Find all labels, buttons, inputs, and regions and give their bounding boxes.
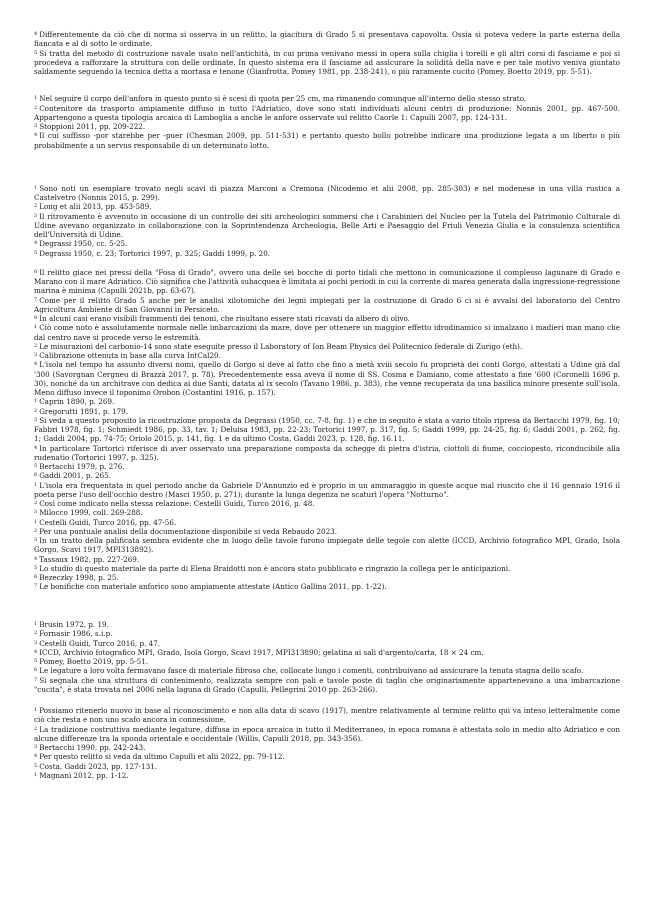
footnote: [34, 444, 620, 463]
footnote-number: 2: [34, 725, 38, 732]
footnote: [34, 342, 620, 351]
footnote-number: 5: [34, 762, 38, 769]
footnote-number: 3: [34, 416, 38, 423]
footnote-text: Per una puntuale analisi della documentazione disponibile si veda Rebaudo 2023.: [39, 526, 338, 536]
footnote-number: 3: [34, 537, 38, 543]
footnote: [34, 676, 620, 695]
footnote: [34, 762, 620, 771]
footnote-text: Bezeczky 1998, p. 25.: [39, 573, 119, 582]
footnote-number: 3: [34, 123, 38, 129]
footnote: [34, 30, 620, 49]
footnote: [34, 49, 620, 77]
footnote-number: 3: [34, 352, 38, 358]
footnote-number: 2: [34, 500, 38, 506]
footnote: [34, 743, 620, 752]
footnote-number: 4: [34, 753, 38, 760]
footnote: [34, 323, 620, 342]
footnote: [34, 416, 620, 444]
footnote-text: Differentemente da ciò che di norma si osserva in un relitto, la giacitura di Grado 5 si presentava capovolta. Ossia si poteva vedere la parte esterna della fiancata e al di sotto le ordinate.: [34, 30, 620, 49]
footnote-number: 5: [34, 49, 38, 56]
footnote-text: Stoppioni 2011, pp. 209-222.: [39, 122, 146, 131]
footnote-text: Il relitto giace nei pressi della "Fosa di Grado", ovvero una delle sei bocche di porto tidali che mettono in comunicazione il complesso lagunare di Grado e Marano con il mare Adriatico. Ciò significa che l'attività subacquea è limitata ai pochi periodi in cui la corrente di marea generata dalla ingressione-regressione marina è minima (Capulli 2021b, pp. 63-67).: [34, 267, 620, 296]
footnote-number: 3: [34, 212, 38, 219]
footnote-number: 1: [34, 324, 38, 331]
footnote-number: 6: [34, 268, 38, 275]
footnote-number: 6: [34, 574, 38, 580]
footnote-number: 1: [34, 771, 38, 778]
footnote: [34, 573, 620, 582]
footnote-text: Lo studio di questo materiale da parte di Elena Braidotti non è ancora stato pubblicato e ringrazio la collega per le anticipazioni.: [39, 563, 511, 573]
footnote: [34, 94, 620, 103]
footnote-text: Bertacchi 1979, p. 276.: [39, 462, 125, 471]
footnote-text: ICCD, Archivio fotografico MPI, Grado, Isola Gorgo, Scavi 1917, MPI313890; gelatina ai sali d'argento/carta, 18 × 24 cm.: [39, 647, 484, 657]
footnote: [34, 706, 620, 725]
footnote-number: 5: [34, 463, 38, 469]
footnote-text: Nel seguire il corpo dell'anfora in questo punto si è scesi di quota per 25 cm, ma rimanendo comunque all'interno dello stesso strato.: [39, 94, 527, 104]
footnote-number: 5: [34, 249, 38, 256]
footnote-number: 2: [34, 203, 38, 210]
footnote-block-2: [34, 94, 620, 150]
footnote-text: Possiamo ritenerlo nuovo in base al riconoscimento e non alla data di scavo (1917), mentre relativamente al termine relitto qui va inteso letteralmente come ciò che resta e non uno scafo ancora in connessione.: [34, 706, 620, 725]
footnote: [34, 601, 620, 610]
footnote-text: Bertacchi 1990, pp. 242-243.: [39, 743, 146, 752]
footnote-number: 1: [34, 398, 38, 405]
footnote: [34, 508, 620, 517]
footnote-text: Fornasir 1986, s.i.p.: [39, 629, 113, 639]
footnote: [34, 499, 620, 508]
footnote-text: Brusin 1972, p. 19.: [39, 620, 109, 629]
footnote: [34, 314, 620, 323]
footnote: [34, 407, 620, 416]
footnote-number: 2: [34, 630, 38, 637]
footnote-text: Ciò come noto è assolutamente normale nelle imbarcazioni da mare, dove per ottenere un maggior effetto idrodinamico si innalzano i madieri man mano che dal centro nave si procede verso le estremità.: [34, 323, 620, 342]
footnote-text: Si segnala che una struttura di contenimento, realizzata sempre con pali e tavole poste di taglio che originariamente appartenevano a una imbarcazione "cucita", è stata trovata nel 2006 nella laguna di Grado (Capulli, Pellegrini 2010 pp. 263-266).: [34, 675, 620, 694]
footnote-text: Si tratta del metodo di costruzione navale usato nell'antichità, in cui prima venivano messi in opera sulla chiglia i torelli e gli altri corsi di fasciame e poi si procedeva a rafforzare la struttura con delle ordinate. In questo sistema era il fasciame ad assicurare la solidità della nave e per tale motivo veniva giuntato saldamente seguendo la tecnica detta a mortasa e tenone (Gianfrotta, Pomey 1981, pp. 238-241), o più raramente cucito (Pomey, Boetto 2019, pp. 5-51).: [34, 48, 620, 76]
footnote: [34, 296, 620, 315]
footnote-number: 5: [34, 564, 38, 571]
footnote: [34, 592, 620, 601]
footnote-text: Il cui suffisso -por starebbe per -puer (Chesman 2009, pp. 511-531) e pertanto questo bollo potrebbe indicare una produzione legata a un liberto o più probabilmente a un servus responsabile di un determinato lotto.: [34, 131, 620, 150]
footnote-number: 4: [34, 240, 38, 247]
footnote-text: Calibrazione ottenuta in base alla curva IntCal20.: [39, 351, 221, 360]
footnote-text: Degrassi 1950, cc. 5-25.: [39, 239, 128, 249]
footnote-number: 7: [34, 296, 38, 303]
footnote: [34, 249, 620, 258]
footnote-block-4: [34, 268, 620, 610]
footnote: [34, 518, 620, 527]
block-spacer: [34, 76, 620, 94]
footnote-number: 6: [34, 472, 38, 479]
footnote: [34, 131, 620, 150]
footnote-number: 4: [34, 444, 38, 451]
footnote: [34, 122, 620, 131]
footnote-text: Degrassi 1950, c. 23; Tortorici 1997, p. 325; Gaddi 1999, p. 20.: [39, 248, 271, 258]
block-spacer: [34, 610, 620, 620]
footnote-number: 6: [34, 667, 38, 674]
footnote: [34, 666, 620, 675]
footnote-text: Il ritrovamento è avvenuto in occasione di un controllo dei siti archeologici sommersi che i Carabinieri del Nucleo per la Tutela del Patrimonio Culturale di Udine avevano organizzato in collaborazione con la Soprintendenza Archeologia, Belle Arti e Paesaggio del Friuli Venezia Giulia e la consulenza scientifica dell'Università di Udine.: [34, 211, 620, 239]
footnote-number: 1: [34, 184, 38, 191]
footnote: [34, 564, 620, 573]
footnote-block-6: [34, 706, 620, 780]
footnote: [34, 471, 620, 480]
footnote-number: 1: [34, 707, 38, 713]
footnote-text: Le bonifiche con materiale anforico sono ampiamente attestate (Antico Gallina 2011, pp. 1-22).: [39, 582, 387, 592]
footnote: [34, 239, 620, 248]
footnote-text: Milocco 1999, coll. 269-288.: [39, 508, 143, 518]
footnote-text: Costa, Gaddi 2023, pp. 127-131.: [39, 761, 158, 771]
footnote-text: Si veda a questo proposito la ricostruzione proposta da Degrassi (1950, cc. 7-8, fig. 1) e che in seguito è stata a vario titolo ripresa da Bertacchi 1979, fig. 10; Fabbri 1978, fig. 1; Schmiedt 1986, pp. 33, tav. 1; Deluisa 1983, pp. 22-23; Tortorici 1997, p. 317, fig. 5; Gaddi 1999, pp. 24-25, fig. 6; Gaddi 2001, p. 262, fig. 1; Gaddi 2004, pp. 74-75; Oriolo 2015, p. 141, fig. 1 e da ultimo Costa, Gaddi 2023, p. 128, fig. 16.11.: [34, 415, 620, 444]
footnote-number: 3: [34, 639, 38, 646]
footnote-number: 5: [34, 658, 38, 664]
footnote: [34, 725, 620, 744]
footnote-number: 8: [34, 315, 38, 321]
footnote: [34, 752, 620, 761]
footnote-number: 2: [34, 527, 38, 534]
footnote-number: 1: [34, 518, 38, 525]
footnote-text: Sono noti un esemplare trovato negli scavi di piazza Marconi a Cremona (Nicodemo et alii 2008, pp. 285-303) e nel modenese in una villa rustica a Castelvetro (Nonnis 2015, p. 299).: [34, 183, 620, 202]
footnote: [34, 104, 620, 123]
footnote-text: Così come indicato nella stessa relazione: Cestelli Guidi, Turco 2016, p. 48.: [39, 499, 315, 508]
footnote-text: L'isola era frequentata in quel periodo anche da Gabriele D'Annunzio ed è proprio in un ammaraggio in queste acque mal riuscito che il 16 gennaio 1916 il poeta perse l'uso dell'occhio destro (Masci 1950, p. 271); durante la lunga degenza ne scaturì l'opera "Notturno".: [34, 480, 620, 499]
footnote-number: 2: [34, 342, 38, 349]
footnote-text: Come per il relitto Grado 5 anche per le analisi xilotomiche dei legni impiegati per la costruzione di Grado 6 ci si è avvalsi del laboratorio del Centro Agricoltura Ambiente di San Giovanni in Persiceto.: [34, 295, 620, 314]
footnote-text: Gaddi 2001, p. 265.: [39, 471, 112, 481]
footnote-number: 1: [34, 621, 38, 627]
footnote-text: Cestelli Guidi, Turco 2016, p. 47.: [39, 638, 161, 648]
footnote-text: Long et alii 2013, pp. 453-589.: [39, 202, 152, 212]
footnote-number: 4: [34, 31, 38, 37]
footnote-text: Le misurazioni del carbonio-14 sono state eseguite presso il Laboratory of Ion Beam Physics del Politecnico federale di Zurigo (eth).: [39, 341, 523, 351]
footnote-number: 1: [34, 95, 38, 102]
footnote: [34, 555, 620, 564]
footnote: [34, 268, 620, 296]
footnote: [34, 481, 620, 500]
footnote-text: Caprin 1890, p. 269.: [39, 397, 115, 407]
footnote: [34, 648, 620, 657]
footnote-number: 4: [34, 361, 38, 368]
footnote-text: Contenitore da trasporto ampiamente diffuso in tutto l'Adriatico, dove sono stati individuati alcuni centri di produzione: Nonnis 2001, pp. 467-500. Appartengono a questa tipologia arcaica di Lamboglia a anche le anfore osservate sul relitto Caorle 1: Capulli 2007, pp. 124-131.: [34, 103, 620, 122]
footnote: [34, 657, 620, 666]
footnote: [34, 639, 620, 648]
footnote-text: Pomey, Boetto 2019, pp. 5-51.: [39, 657, 149, 666]
footnote-text: Tassaux 1982, pp. 227-269.: [39, 554, 140, 564]
footnote-text: Le legature a loro volta fermavano fasce di materiale fibroso che, collocate lungo i comenti, contribuivano ad assicurare la tenuta stagna dello scafo.: [39, 666, 584, 676]
footnote-number: 3: [34, 744, 38, 750]
footnote: [34, 582, 620, 591]
footnote-text: L'isola nel tempo ha assunto diversi nomi, quello di Gorgo si deve al fatto che fino a metà xviii secolo fu proprietà dei conti Gorgo, attestati a Udine già dal '300 (Savorgnan Cergneu di Brazzà 2017, p. 78). Precedentemente essa aveva il nome di SS. Cosma e Damiano, come attestato a fine '600 (Coronelli 1696 p. 30), nonché da un architrave con dedica ai due Santi, datata al ix secolo (Tavano 1986, p. 383), che venne recuperata da una basilica minore presente sull'isola. Meno diffuso invece il toponimo Orobon (Costantini 1916, p. 157).: [34, 360, 620, 397]
footnote-block-1: [34, 30, 620, 76]
footnote-text: La tradizione costruttiva mediante legature, diffusa in epoca arcaica in tutto il Mediterraneo, in epoca romana è attestata solo in medio alto Adriatico e con alcune differenze tra la sponda orientale e occidentale (Willis, Capulli 2018, pp. 343-356).: [34, 724, 620, 743]
footnote: [34, 360, 620, 397]
footnote-number: 4: [34, 132, 38, 139]
block-spacer: [34, 150, 620, 184]
footnote-text: Per questo relitto si veda da ultimo Capulli et alii 2022, pp. 79-112.: [39, 752, 285, 762]
footnote-number: 2: [34, 407, 38, 414]
footnote-number: 4: [34, 555, 38, 562]
block-spacer: [34, 694, 620, 706]
footnote-number: 7: [34, 676, 38, 683]
footnote: [34, 184, 620, 203]
footnote: [34, 202, 620, 211]
footnote-text: In alcuni casi erano visibili frammenti dei tenoni, che risultano essere stati ricavati da albero di olivo.: [39, 314, 411, 323]
footnote-number: 3: [34, 509, 38, 516]
footnote: [34, 620, 620, 629]
footnote-text: Cestelli Guidi, Turco 2016, pp. 47-56.: [39, 517, 177, 527]
footnote: [34, 462, 620, 471]
footnote-number: 7: [34, 583, 38, 590]
footnote-block-3: [34, 184, 620, 258]
footnote: [34, 771, 620, 780]
footnote-text: Magnani 2012, pp. 1-12.: [39, 770, 129, 780]
footnote: [34, 536, 620, 555]
footnote: [34, 212, 620, 240]
footnote-text: In particolare Tortorici riferisce di aver osservato una preparazione composta da schegge di pietra d'istria, ciottoli di fiume, cocciopesto, riconducibile alla rudenatio (Tortorici 1997, p. 325).: [34, 443, 620, 462]
footnote: [34, 629, 620, 638]
footnote-text: In un tratto della palificata sembra evidente che in luogo delle tavole furono impiegate delle tegole con alette (ICCD, Archivio fotografico MPI, Grado, Isola Gorgo, Scavi 1917, MPI313892).: [34, 536, 620, 555]
footnote-number: 1: [34, 481, 38, 488]
footnote-number: 2: [34, 104, 38, 111]
footnote: [34, 527, 620, 536]
footnote: [34, 351, 620, 360]
footnote: [34, 397, 620, 406]
footnote-text: Gregorutti 1891, p. 179.: [39, 406, 129, 416]
footnote-number: 4: [34, 648, 38, 655]
block-spacer: [34, 258, 620, 268]
footnote-block-5: [34, 620, 620, 694]
